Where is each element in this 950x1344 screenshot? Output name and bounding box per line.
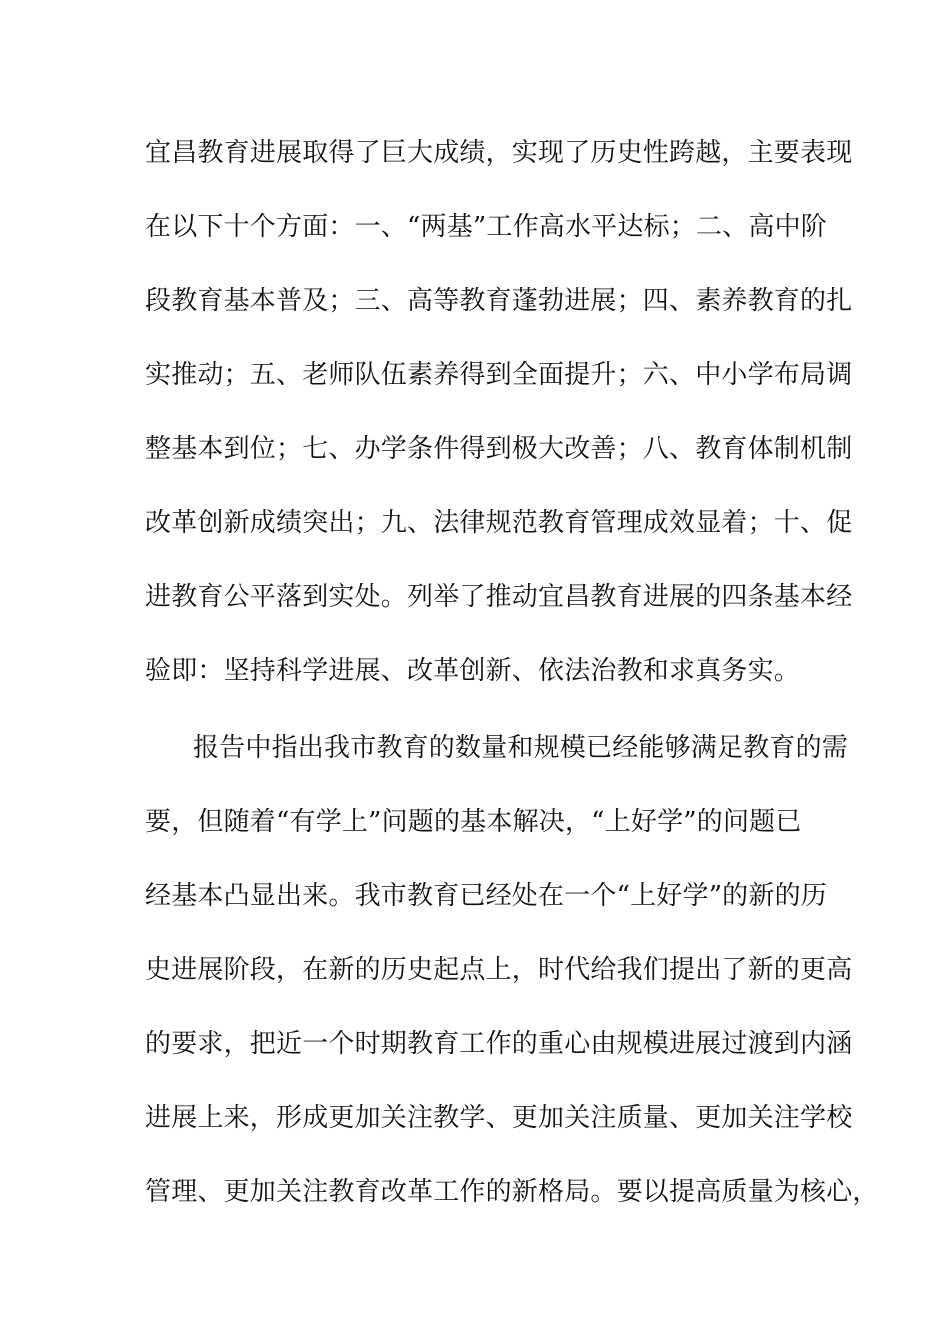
paragraph-first-line: 报告中指出我市教育的数量和规模已经能够满足教育的需 xyxy=(193,733,849,763)
text-line: 在以下十个方面：一、“两基”工作高水平达标；二、高中阶 xyxy=(145,212,827,242)
text-line: 改革创新成绩突出；九、法律规范教育管理成效显着；十、促 xyxy=(145,508,853,538)
text-line: 验即：坚持科学进展、改革创新、依法治教和求真务实。 xyxy=(145,656,801,686)
text-line: 的要求，把近一个时期教育工作的重心由规模进展过渡到内涵 xyxy=(145,1029,853,1059)
text-line: 要，但随着“有学上”问题的基本解决，“上好学”的问题已 xyxy=(145,807,802,837)
text-line: 管理、更加关注教育改革工作的新格局。要以提高质量为核心， xyxy=(145,1177,879,1207)
text-line: 进教育公平落到实处。列举了推动宜昌教育进展的四条基本经 xyxy=(145,582,853,612)
text-line: 实推动；五、老师队伍素养得到全面提升；六、中小学布局调 xyxy=(145,360,853,390)
text-line: 段教育基本普及；三、高等教育蓬勃进展；四、素养教育的扎 xyxy=(145,286,853,316)
text-line: 史进展阶段，在新的历史起点上，时代给我们提出了新的更高 xyxy=(145,955,853,985)
text-line: 整基本到位；七、办学条件得到极大改善；八、教育体制机制 xyxy=(145,434,853,464)
text-line: 经基本凸显出来。我市教育已经处在一个“上好学”的新的历 xyxy=(145,881,827,911)
text-line: 宜昌教育进展取得了巨大成绩，实现了历史性跨越，主要表现 xyxy=(145,138,853,168)
text-line: 进展上来，形成更加关注教学、更加关注质量、更加关注学校 xyxy=(145,1103,853,1133)
